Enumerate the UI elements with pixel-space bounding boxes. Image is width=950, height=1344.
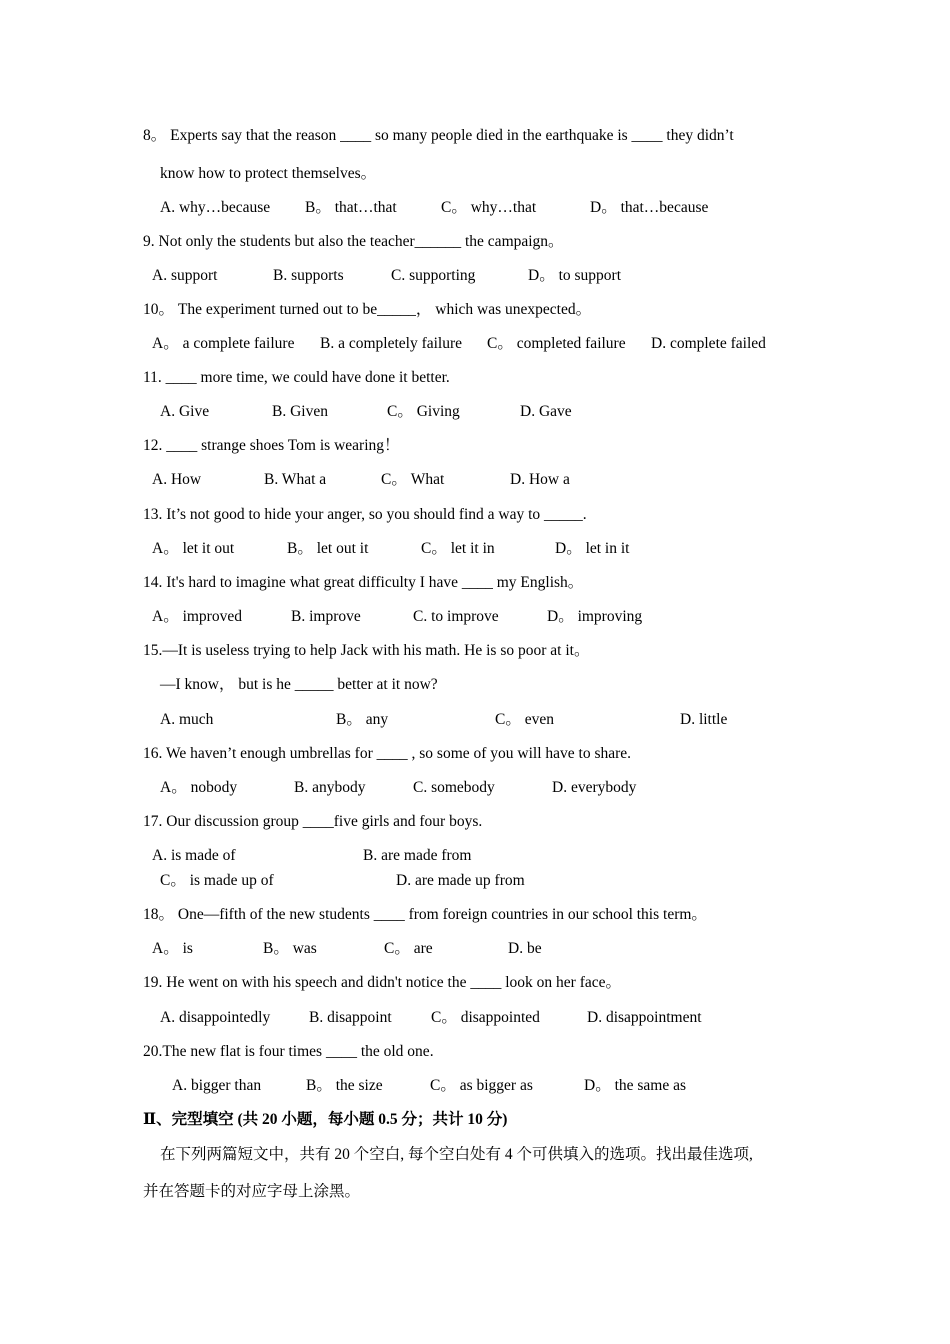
question-8-option-a: A. why…because: [160, 199, 271, 216]
question-9-option-c: C. supporting: [391, 267, 476, 284]
question-17-option-b: B. are made from: [363, 847, 472, 864]
question-18-option-c: C。 are: [384, 940, 433, 957]
question-20-option-b: B。 the size: [306, 1077, 383, 1094]
question-16-stem: 16. We haven’t enough umbrellas for ____ , so some of you will have to share.: [143, 745, 632, 762]
question-15-stem: 15.—It is useless trying to help Jack with his math. He is so poor at it。: [143, 642, 590, 659]
question-13-option-b: B。 let out it: [287, 540, 369, 557]
question-8-option-c: C。 why…that: [441, 199, 537, 216]
question-19-option-b: B. disappoint: [309, 1009, 392, 1026]
question-20-option-d: D。 the same as: [584, 1077, 687, 1094]
question-8-stem: 8。 Experts say that the reason ____ so many people died in the earthquake is ____ they didn’t: [143, 127, 734, 144]
question-15-option-a: A. much: [160, 711, 214, 728]
question-11-option-a: A. Give: [160, 403, 210, 420]
question-18-option-a: A。 is: [152, 940, 193, 957]
question-13-option-a: A。 let it out: [152, 540, 235, 557]
question-15-option-c: C。 even: [495, 711, 554, 728]
question-12-option-c: C。 What: [381, 471, 445, 488]
question-11-option-c: C。 Giving: [387, 403, 460, 420]
question-14-option-c: C. to improve: [413, 608, 499, 625]
question-10-stem: 10。 The experiment turned out to be_____， which was unexpected。: [143, 301, 592, 318]
question-16-option-d: D. everybody: [552, 779, 637, 796]
question-19-option-a: A. disappointedly: [160, 1009, 271, 1026]
question-18-stem: 18。 One—fifth of the new students ____ from foreign countries in our school this term。: [143, 906, 707, 923]
question-9-option-d: D。 to support: [528, 267, 622, 284]
question-17-option-d: D. are made up from: [396, 872, 525, 889]
question-17-stem: 17. Our discussion group ____five girls and four boys.: [143, 813, 483, 830]
question-15-stem-cont: —I know， but is he _____ better at it now?: [160, 676, 438, 693]
question-15-option-d: D. little: [680, 711, 728, 728]
question-14-stem: 14. It's hard to imagine what great difficulty I have ____ my English。: [143, 574, 584, 591]
question-14-option-d: D。 improving: [547, 608, 643, 625]
question-20-option-a: A. bigger than: [172, 1077, 262, 1094]
question-16-option-c: C. somebody: [413, 779, 495, 796]
question-19-stem: 19. He went on with his speech and didn't notice the ____ look on her face。: [143, 974, 622, 991]
question-12-option-d: D. How a: [510, 471, 570, 488]
question-14-option-a: A。 improved: [152, 608, 242, 625]
question-17-option-c: C。 is made up of: [160, 872, 274, 889]
question-13-option-c: C。 let it in: [421, 540, 495, 557]
question-10-option-a: A。 a complete failure: [152, 335, 295, 352]
section-2-instruction-line-1: 在下列两篇短文中，共有 20 个空白, 每个空白处有 4 个可供填入的选项。找出最佳选项,: [160, 1146, 753, 1163]
question-8-stem-cont: know how to protect themselves。: [160, 165, 377, 182]
question-13-stem: 13. It’s not good to hide your anger, so you should find a way to _____.: [143, 506, 587, 523]
section-2-instruction-line-2: 并在答题卡的对应字母上涂黑。: [143, 1183, 361, 1200]
question-20-option-c: C。 as bigger as: [430, 1077, 533, 1094]
question-8-option-d: D。 that…because: [590, 199, 709, 216]
question-20-stem: 20.The new flat is four times ____ the old one.: [143, 1043, 434, 1060]
question-16-option-a: A。 nobody: [160, 779, 238, 796]
question-9-option-b: B. supports: [273, 267, 344, 284]
question-16-option-b: B. anybody: [294, 779, 366, 796]
question-18-option-b: B。 was: [263, 940, 317, 957]
section-2-heading: Ⅱ、完型填空 (共 20 小题，每小题 0.5 分；共计 10 分): [143, 1111, 508, 1128]
question-10-option-b: B. a completely failure: [320, 335, 463, 352]
question-11-option-d: D. Gave: [520, 403, 572, 420]
question-12-option-b: B. What a: [264, 471, 327, 488]
question-11-option-b: B. Given: [272, 403, 328, 420]
question-15-option-b: B。 any: [336, 711, 389, 728]
question-13-option-d: D。 let in it: [555, 540, 630, 557]
question-12-option-a: A. How: [152, 471, 202, 488]
question-10-option-c: C。 completed failure: [487, 335, 626, 352]
question-12-stem: 12. ____ strange shoes Tom is wearing！: [143, 437, 400, 454]
question-10-option-d: D. complete failed: [651, 335, 766, 352]
question-11-stem: 11. ____ more time, we could have done it better.: [143, 369, 450, 386]
question-9-stem: 9. Not only the students but also the teacher______ the campaign。: [143, 233, 564, 250]
question-18-option-d: D. be: [508, 940, 542, 957]
question-19-option-c: C。 disappointed: [431, 1009, 540, 1026]
question-17-option-a: A. is made of: [152, 847, 236, 864]
question-14-option-b: B. improve: [291, 608, 361, 625]
question-19-option-d: D. disappointment: [587, 1009, 702, 1026]
question-8-option-b: B。 that…that: [305, 199, 397, 216]
question-9-option-a: A. support: [152, 267, 218, 284]
